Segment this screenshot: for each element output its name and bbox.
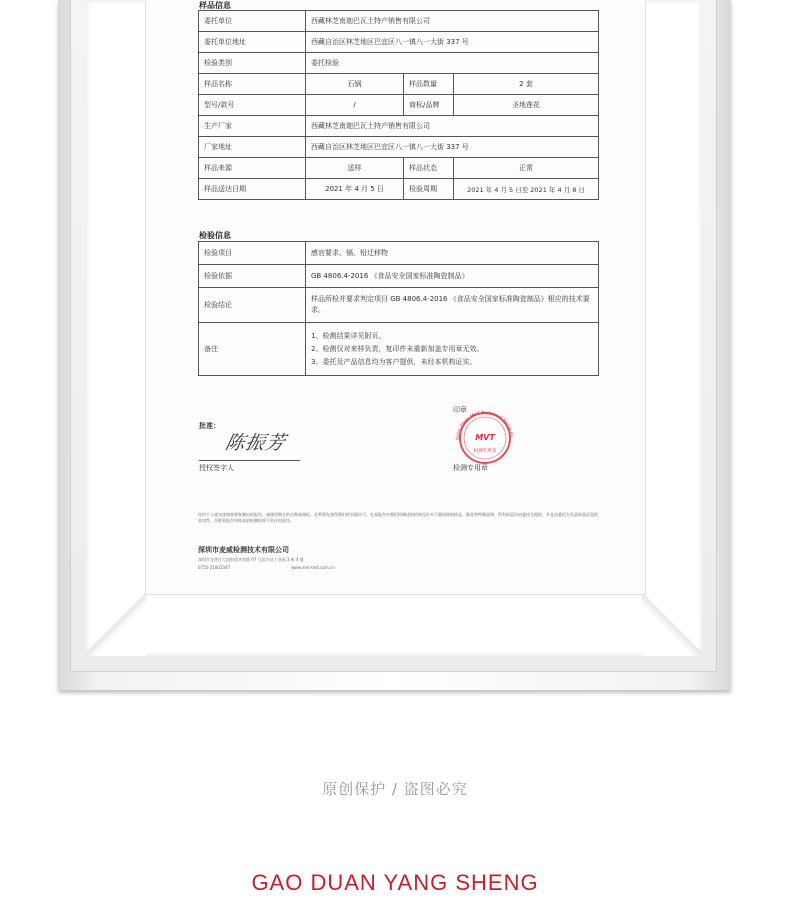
company-address: 深圳市龙华区大浪街道华荣路 97 号国力达工业园 3 栋 4 楼: [198, 557, 304, 562]
row-label: 样品状态: [404, 158, 454, 179]
row-value: /: [306, 95, 404, 116]
row-value: 正常: [454, 158, 599, 179]
row-label: 商标/品牌: [404, 95, 454, 116]
row-label: 型号/款号: [199, 95, 306, 116]
stamp-bottom-text: 检测专用章: [473, 449, 497, 454]
row-value: 委托检验: [306, 53, 599, 74]
row-value: 圣地莲花: [454, 95, 599, 116]
inspection-section-title: 检验信息: [199, 231, 231, 240]
remark-line: 3、委托及产品信息均为客户提供，未经本机构证实。: [311, 357, 477, 366]
row-value: 西藏自治区林芝地区巴宜区八一镇八一大街 337 号: [306, 32, 599, 53]
row-label: 生产厂家: [199, 116, 306, 137]
row-value: 2021 年 4 月 5 日: [306, 179, 404, 200]
copyright-notice: 原创保护 / 盗图必究: [322, 780, 468, 798]
company-contact: [198, 565, 335, 570]
row-label: 样品送达日期: [199, 179, 306, 200]
row-label: 委托单位地址: [199, 32, 306, 53]
company-name: 深圳市麦威检测技术有限公司: [198, 546, 289, 554]
row-value: 感官要求、镉、铅迁移物: [306, 242, 599, 265]
row-label: 检验依据: [199, 265, 306, 288]
stamp-logo: MVT: [475, 433, 495, 442]
signature-line: [199, 460, 300, 461]
row-value: 西藏林芝南迦巴瓦土特产销售有限公司: [306, 116, 599, 137]
row-value: 西藏自治区林芝地区巴宜区八一镇八一大街 337 号: [306, 137, 599, 158]
approve-label: 批准：: [199, 422, 220, 430]
inspection-stamp-icon: [447, 406, 523, 464]
inspection-info-table: [198, 241, 599, 376]
row-label: 样品来源: [199, 158, 306, 179]
row-label: 检验结论: [199, 288, 306, 323]
seal-caption: 检测专用章: [453, 464, 488, 472]
table-row: [199, 242, 599, 265]
table-row: [199, 74, 599, 95]
mat-corner-left: [86, 590, 146, 656]
remark-line: 1、检测结果详见附页。: [311, 331, 386, 340]
row-label: 检验周期: [404, 179, 454, 200]
row-value: 石锅: [306, 74, 404, 95]
row-value: 2021 年 4 月 5 日至 2021 年 4 月 8 日: [454, 179, 599, 200]
remarks-cell: [306, 323, 599, 376]
table-row: [199, 116, 599, 137]
handwritten-signature: 陈振芳: [223, 432, 289, 454]
sample-section-title: 样品信息: [199, 1, 231, 10]
company-website: www.mvt-test.com.cn: [291, 565, 335, 570]
seal-label: 印章: [453, 406, 467, 414]
row-label: 备注: [199, 323, 306, 376]
mat-corner-right: [642, 590, 702, 656]
row-label: 检验类别: [199, 53, 306, 74]
table-row: [199, 158, 599, 179]
row-value: 送样: [306, 158, 404, 179]
table-row: [199, 137, 599, 158]
row-label: 样品数量: [404, 74, 454, 95]
table-row: [199, 11, 599, 32]
disclaimer-text: 任何个人或实体如果要复制出检报告，或使用我方的名称或商标，必须事先获得我们的书面许可。在本报告中我们所阐述的结果仅针对于测试样的样品，除非有特殊说明，所有样品均由委托方提供，并且由委托方负责样品信息的真实性，否则本报告对样品的检测结果不负任何责任。: [198, 512, 598, 523]
row-value: GB 4806.4-2016 《食品安全国家标准陶瓷制品》: [306, 265, 599, 288]
company-phone: 0755-21002347: [198, 565, 230, 570]
table-row: [199, 53, 599, 74]
table-row: [199, 323, 599, 376]
row-label: 厂家地址: [199, 137, 306, 158]
sample-info-table: [198, 10, 599, 200]
row-label: 委托单位: [199, 11, 306, 32]
row-value: 样品所检并要求判定项目 GB 4806.4-2016 《食品安全国家标准陶瓷制品》相应的技术要求。: [306, 288, 599, 323]
table-row: [199, 288, 599, 323]
table-row: [199, 265, 599, 288]
brand-wordmark: GAO DUAN YANG SHENG: [251, 870, 539, 895]
row-value: 2 套: [454, 74, 599, 95]
signer-label: 授权签字人: [199, 464, 234, 472]
table-row: [199, 179, 599, 200]
stamp-text: Shen Zhen MVT Technical Services: [455, 410, 514, 441]
row-value: 西藏林芝南迦巴瓦土特产销售有限公司: [306, 11, 599, 32]
table-row: [199, 95, 599, 116]
table-row: [199, 32, 599, 53]
row-label: 检验项目: [199, 242, 306, 265]
remark-line: 2、检测仅对来样负责，复印件未重新加盖专用章无效。: [311, 344, 484, 353]
row-label: 样品名称: [199, 74, 306, 95]
